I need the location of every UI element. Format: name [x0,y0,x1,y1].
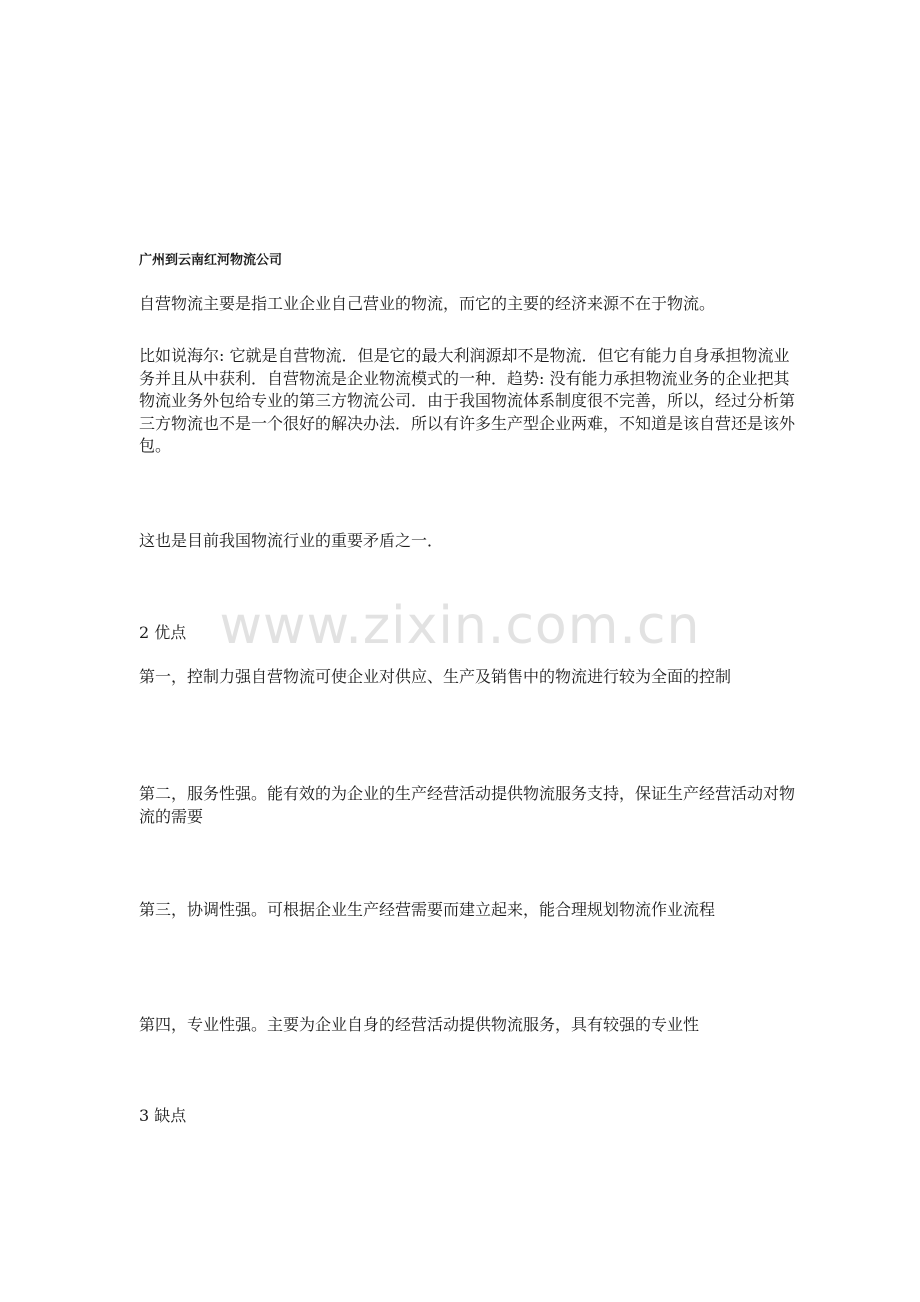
paragraph-haier-example: 比如说海尔: 它就是自营物流．但是它的最大利润源却不是物流．但它有能力自身承担物流业务并且从中获利．自营物流是企业物流模式的一种．趋势: 没有能力承担物流业务的企业把其物流业务外包给专业的第三方物流公司．由于我国物流体系制度很不完善，所以，经过分析第三方物流也不是一个很好的解决办法．所以有许多生产型企业两难，不知道是该自营还是该外包。 [139,346,796,455]
document-title: 广州到云南红河物流公司 [139,253,283,268]
section-heading-disadvantages: 3 缺点 [139,1106,187,1125]
advantage-item-2: 第二，服务性强。能有效的为企业的生产经营活动提供物流服务支持，保证生产经营活动对物流的需要 [139,784,796,826]
advantage-item-1: 第一，控制力强自营物流可使企业对供应、生产及销售中的物流进行较为全面的控制 [139,667,732,686]
paragraph-intro: 自营物流主要是指工业企业自己营业的物流，而它的主要的经济来源不在于物流。 [139,294,716,313]
paragraph-conflict: 这也是目前我国物流行业的重要矛盾之一． [139,531,444,550]
advantage-item-3: 第三，协调性强。可根据企业生产经营需要而建立起来，能合理规划物流作业流程 [139,900,716,919]
watermark: www.zixin.com.cn [219,596,701,656]
section-heading-advantages: 2 优点 [139,623,187,642]
advantage-item-4: 第四，专业性强。主要为企业自身的经营活动提供物流服务，具有较强的专业性 [139,1015,700,1034]
